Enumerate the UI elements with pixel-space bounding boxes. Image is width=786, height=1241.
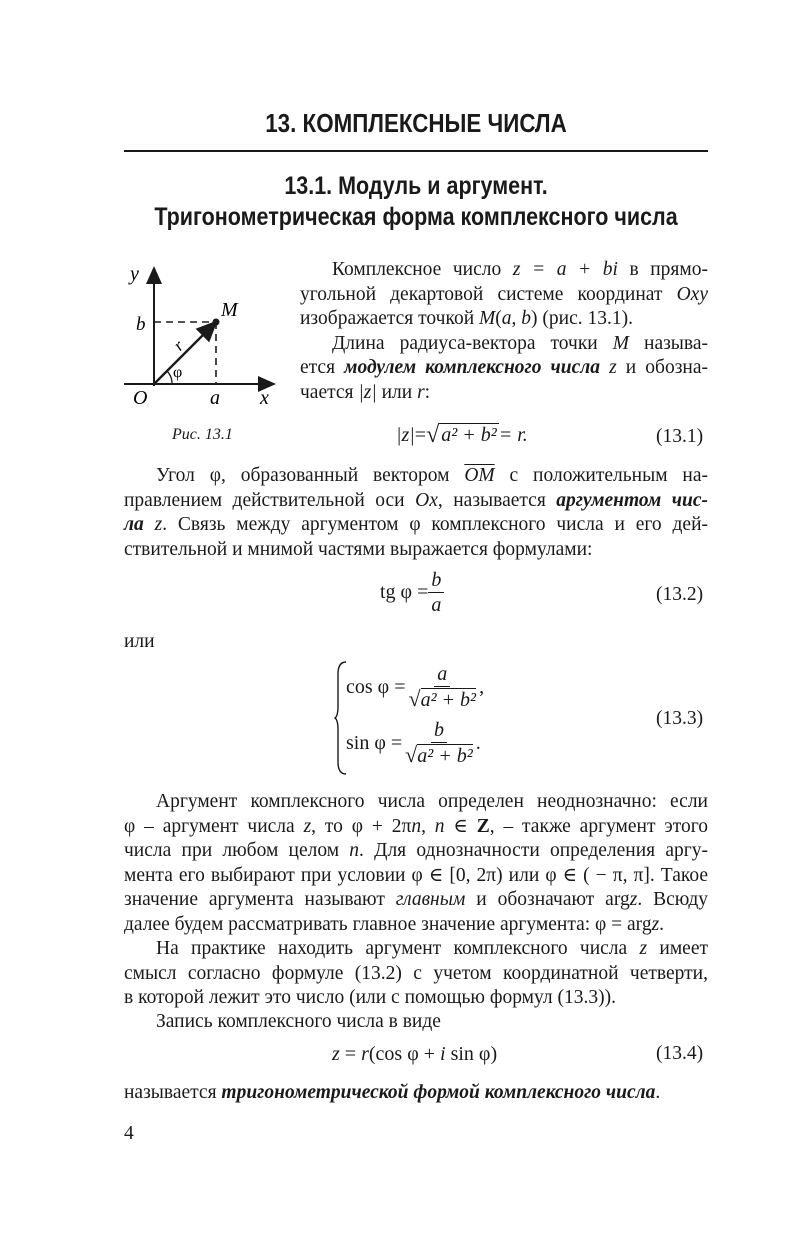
label-a: a — [210, 387, 220, 409]
or-word: или — [124, 631, 155, 652]
equation-number-13-1: (13.1) — [656, 426, 704, 447]
chapter-title: 13. КОМПЛЕКСНЫЕ ЧИСЛА — [265, 108, 567, 138]
figure-13-1 — [124, 258, 294, 418]
equation-number-13-4: (13.4) — [656, 1043, 704, 1064]
paragraph-trig-form: называется тригонометрической формой комплексного числа. — [124, 1082, 661, 1103]
label-y: y — [130, 263, 139, 285]
paragraph-ambiguity: Аргумент комплексного числа определен неоднозначно: если φ – аргумент числа z, то φ + 2πn, n ∈ Z, – также аргумент этого числа при любом целом n. Для однозначности определения аргу- мента его выбирают при условии φ ∈ [0, 2π) или φ ∈ ( − π, π]. Такое значение аргумента называют главным и обозначают argz. Всюду далее будем рассматривать главное значение аргумента: φ = argz. — [124, 791, 709, 935]
equation-13-4: z = r(cos φ + i sin φ) — [332, 1043, 498, 1065]
radius-vector — [154, 322, 216, 384]
label-r: r — [169, 336, 188, 355]
paragraph-argument: Угол φ, образованный вектором $\overline{OM}$ с положительным на- правлением действительной оси Ox, называется аргументом чис- ла z. Связь между аргументом φ комплексного числа и его дей- ствительной и мнимой частями выражается формулами: — [124, 465, 709, 560]
equation-number-13-3: (13.3) — [656, 708, 704, 729]
chapter-rule — [124, 150, 708, 152]
label-x: x — [260, 387, 269, 409]
section-title-line1: 13.1. Модуль и аргумент. — [284, 172, 548, 200]
equation-13-3-sin: sin φ = $\frac{b}{\text{√a² + b²}}$ . — [346, 719, 481, 767]
label-M: M — [221, 299, 238, 321]
equation-number-13-2: (13.2) — [656, 584, 704, 605]
label-O: O — [133, 387, 148, 409]
equation-13-1: |z| = √ a² + b² = r. — [396, 421, 528, 448]
figure-caption: Рис. 13.1 — [172, 426, 233, 443]
paragraph-intro: Комплексное число z = a + bi в прямо- угольной декартовой системе координат Oxy изображается точкой M(a, b) (рис. 13.1). Длина радиуса-вектора точки M называ- ется модулем комплексного числа z и обозна- чается |z| или r: — [300, 259, 709, 403]
paragraph-practice: На практике находить аргумент комплексного числа z имеет смысл согласно формуле (13.2) с учетом координатной четверти, в которой лежит это число (или с помощью формул (13.3)). — [124, 938, 709, 1008]
point-M — [213, 319, 220, 326]
paragraph-notation: Запись комплексного числа в виде — [156, 1011, 441, 1032]
section-title-line2: Тригонометрическая форма комплексного числа — [154, 203, 678, 231]
equation-13-3-cos: cos φ = $\frac{a}{\text{√a² + b²}}$ , — [346, 663, 485, 711]
equation-13-2: tg φ = $\frac{b}{a}$ — [380, 568, 444, 617]
page-number: 4 — [124, 1123, 134, 1144]
angle-arc — [167, 371, 172, 384]
label-b: b — [136, 314, 146, 335]
label-phi: φ — [173, 364, 183, 381]
